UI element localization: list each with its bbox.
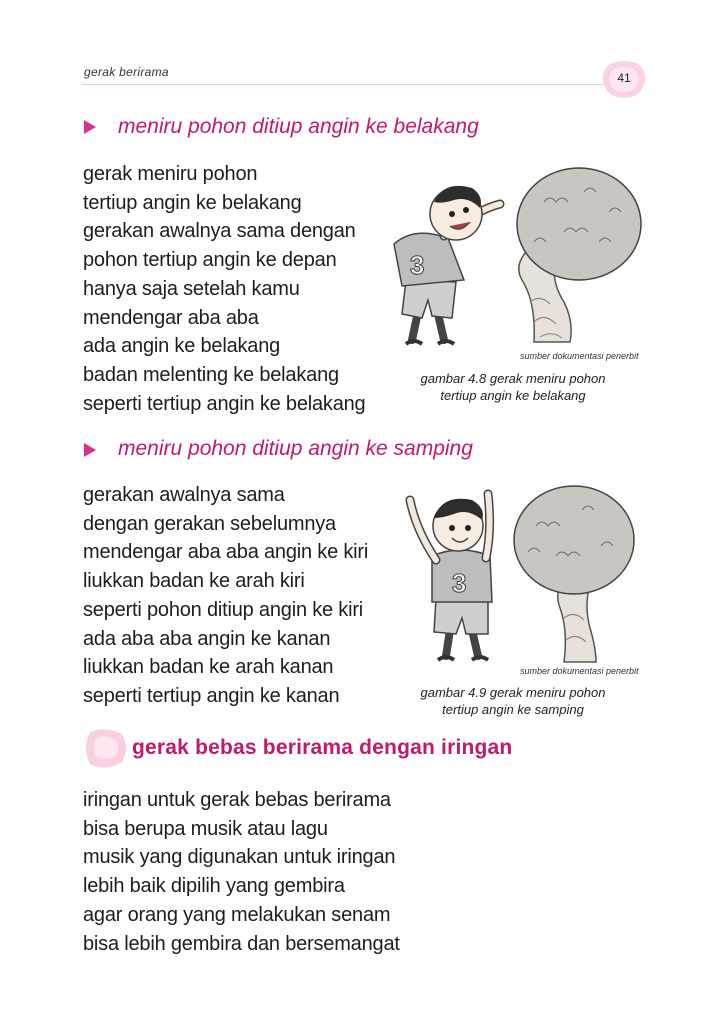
bullet-triangle-icon bbox=[84, 443, 96, 457]
caption-line: gambar 4.9 gerak meniru pohon bbox=[420, 685, 606, 700]
text-line: ada angin ke belakang bbox=[83, 335, 281, 358]
text-line: bisa lebih gembira dan bersemangat bbox=[83, 932, 400, 955]
figure-caption-4-9 bbox=[418, 684, 608, 718]
text-line: seperti tertiup angin ke belakang bbox=[83, 392, 366, 415]
paragraph-samping bbox=[83, 481, 368, 711]
text-line: agar orang yang melakukan senam bbox=[83, 903, 391, 926]
text-line: liukkan badan ke arah kiri bbox=[83, 570, 305, 593]
illustration-boy-tree-sideways bbox=[396, 480, 652, 666]
page-number-badge bbox=[600, 60, 648, 100]
text-line: mendengar aba aba angin ke kiri bbox=[83, 541, 369, 564]
subsection-heading-samping: meniru pohon ditiup angin ke samping bbox=[118, 437, 473, 460]
figure-credit: sumber dokumentasi penerbit bbox=[520, 666, 639, 676]
text-line: dengan gerakan sebelumnya bbox=[83, 512, 336, 535]
text-line: iringan untuk gerak bebas berirama bbox=[83, 789, 391, 811]
text-line: badan melenting ke belakang bbox=[83, 363, 339, 386]
header-rule bbox=[82, 84, 622, 85]
text-line: pohon tertiup angin ke depan bbox=[83, 249, 337, 272]
section-title: gerak bebas berirama dengan iringan bbox=[132, 736, 513, 759]
paragraph-iringan bbox=[83, 786, 400, 958]
text-line: hanya saja setelah kamu bbox=[83, 277, 300, 300]
caption-line: tertiup angin ke samping bbox=[442, 702, 584, 717]
text-line: seperti pohon ditiup angin ke kiri bbox=[83, 598, 364, 621]
shirt-number-text: 3 bbox=[410, 250, 425, 280]
page-number: 41 bbox=[617, 71, 631, 85]
subsection-heading-belakang: meniru pohon ditiup angin ke belakang bbox=[118, 115, 479, 138]
section-marker-icon bbox=[82, 728, 128, 770]
text-line: gerakan awalnya sama dengan bbox=[83, 220, 356, 243]
text-line: mendengar aba aba bbox=[83, 306, 259, 329]
text-line: musik yang digunakan untuk iringan bbox=[83, 846, 396, 869]
caption-line: tertiup angin ke belakang bbox=[440, 388, 586, 403]
shirt-number-text: 3 bbox=[452, 568, 467, 598]
text-line: gerakan awalnya sama bbox=[83, 484, 285, 506]
figure-caption-4-8 bbox=[418, 370, 608, 404]
text-line: gerak meniru pohon bbox=[83, 163, 258, 185]
figure-credit: sumber dokumentasi penerbit bbox=[520, 351, 639, 361]
text-line: bisa berupa musik atau lagu bbox=[83, 817, 328, 840]
paragraph-belakang bbox=[83, 160, 365, 418]
running-header-title: gerak berirama bbox=[84, 65, 169, 79]
illustration-boy-tree-backward bbox=[384, 162, 654, 352]
text-line: seperti tertiup angin ke kanan bbox=[83, 684, 340, 707]
text-line: tertiup angin ke belakang bbox=[83, 191, 302, 214]
bullet-triangle-icon bbox=[84, 120, 96, 134]
caption-line: gambar 4.8 gerak meniru pohon bbox=[420, 371, 606, 386]
text-line: ada aba aba angin ke kanan bbox=[83, 627, 331, 650]
text-line: liukkan badan ke arah kanan bbox=[83, 656, 334, 679]
text-line: lebih baik dipilih yang gembira bbox=[83, 875, 345, 898]
